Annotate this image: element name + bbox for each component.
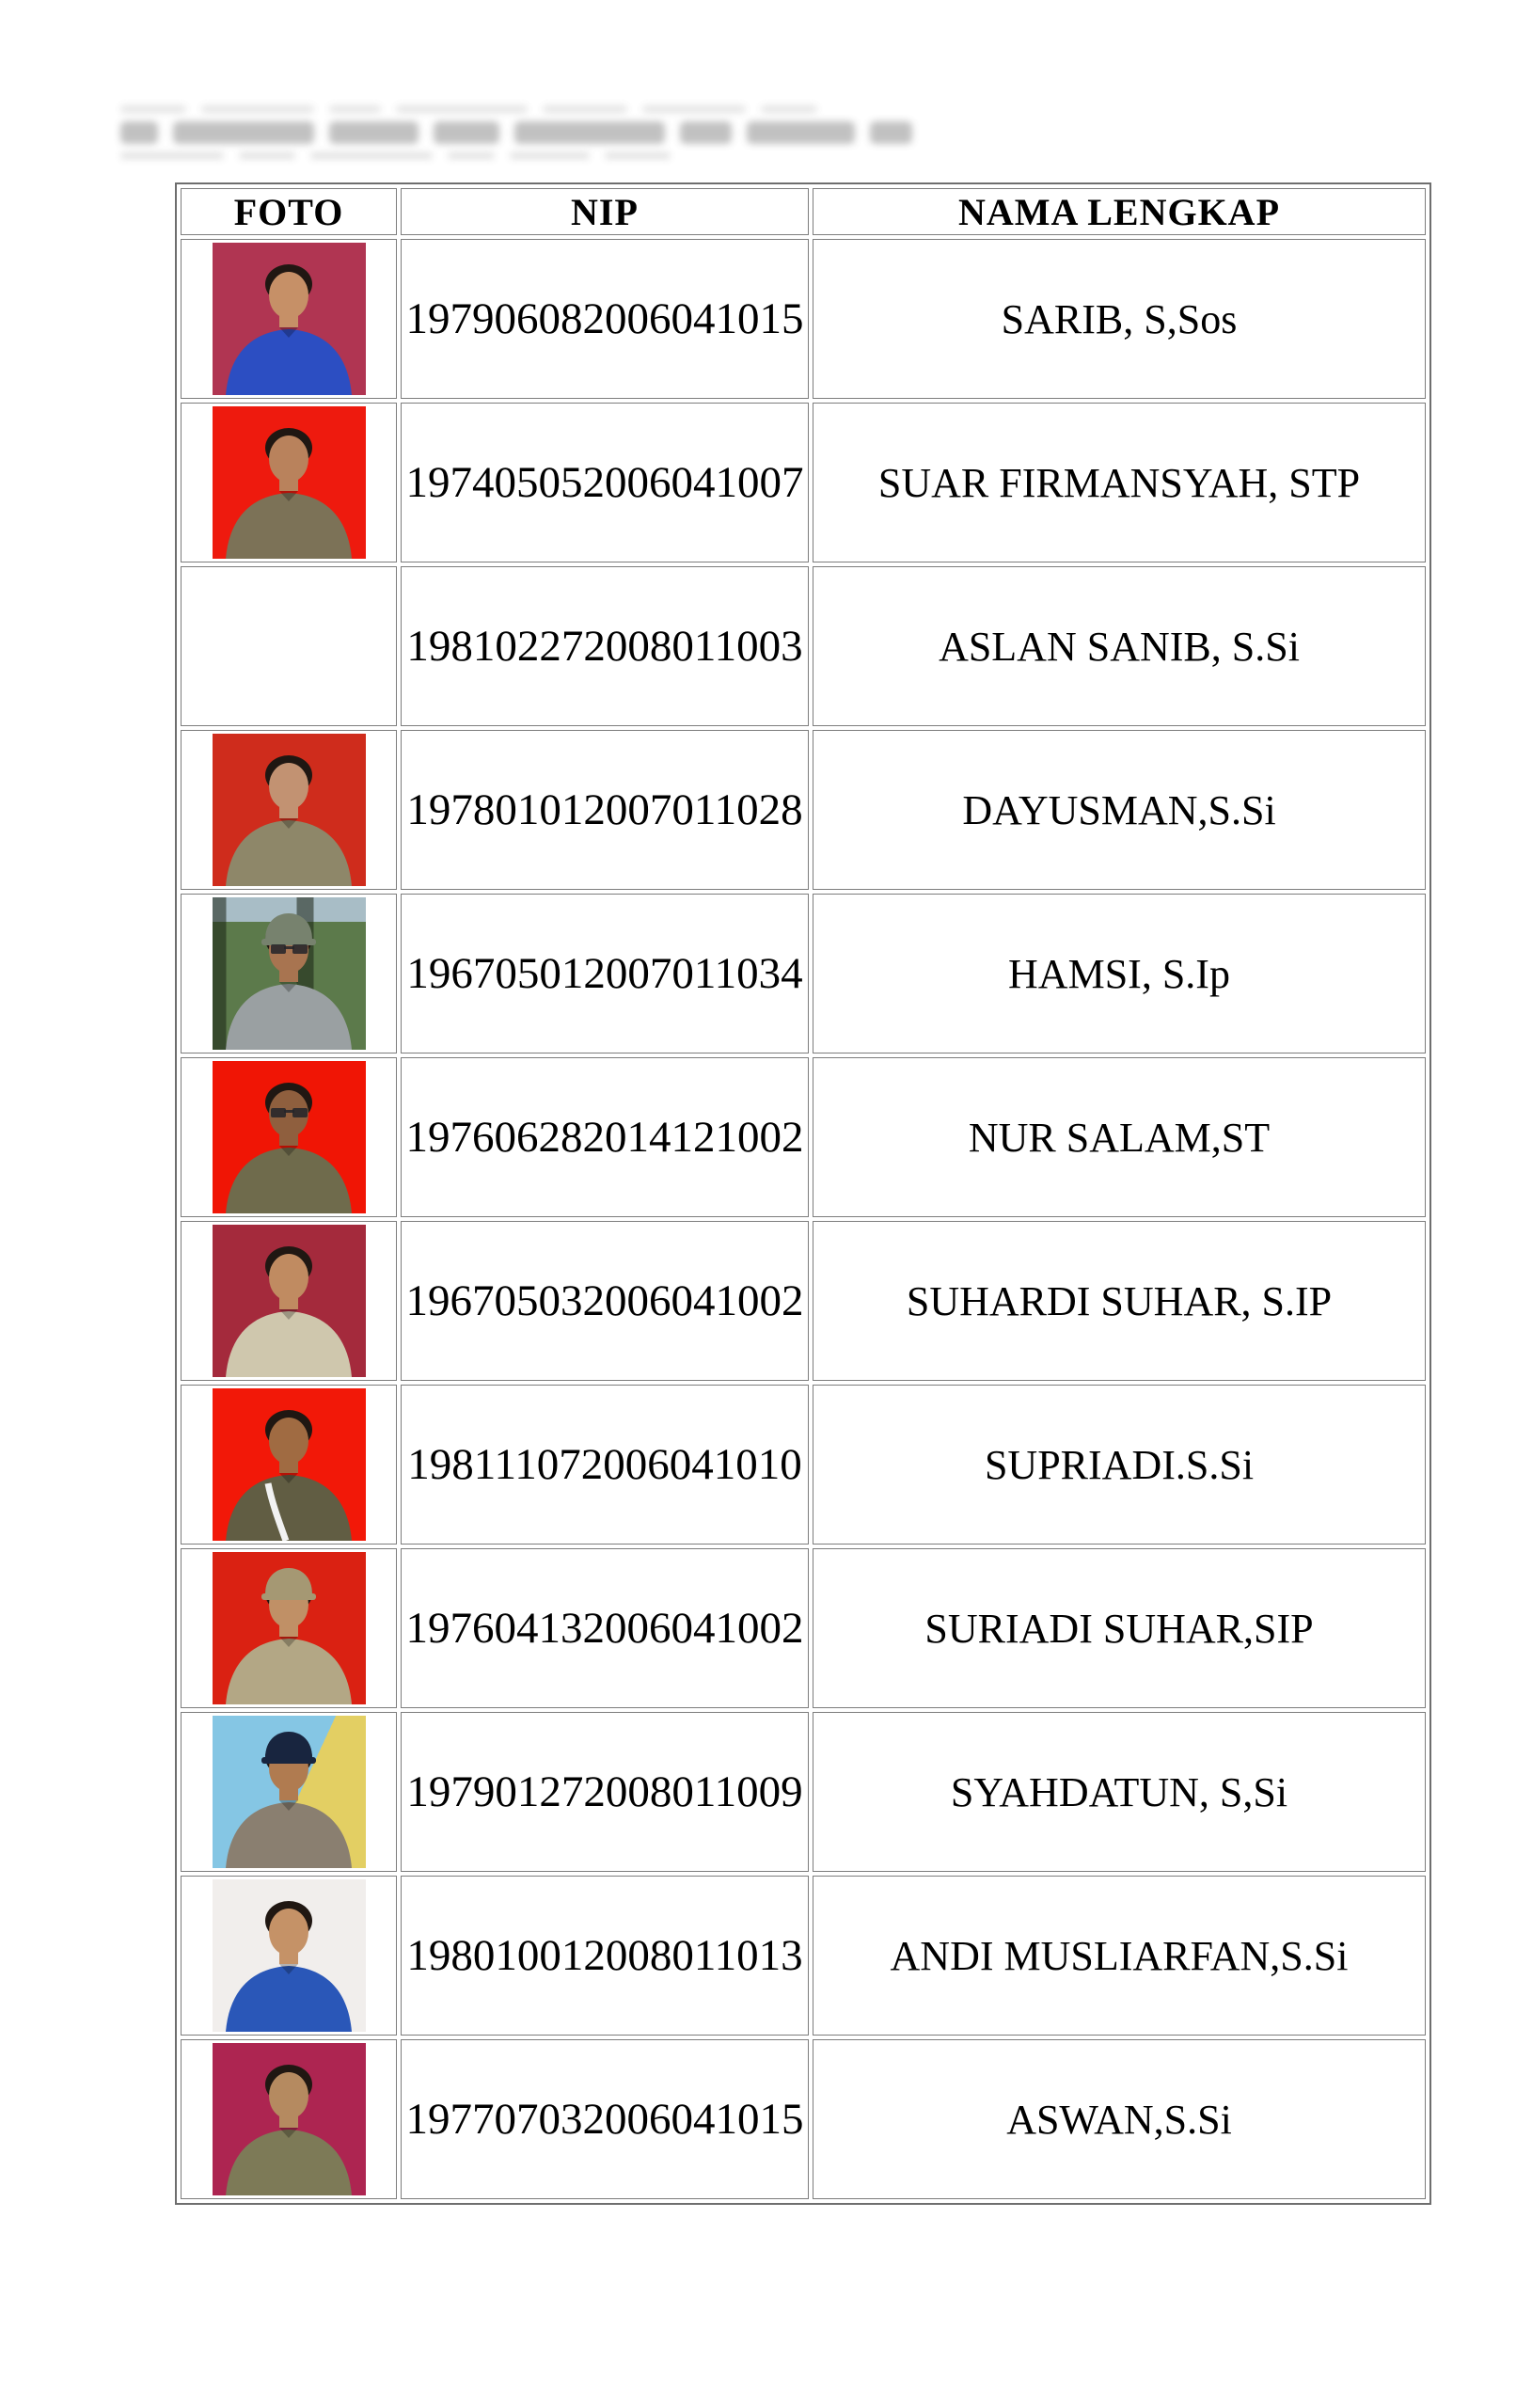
nip-value: 196705032006041002 [405,1276,804,1325]
table-row [181,1385,1426,1545]
person-silhouette [213,2043,366,2195]
photo-cell [181,239,397,399]
photo-cell [181,566,397,726]
table-row [181,730,1426,890]
nip-cell [401,1548,809,1708]
nip-value: 197606282014121002 [405,1113,804,1162]
table-body [181,239,1426,2199]
personnel-photo [213,1225,366,1377]
full-name: HAMSI, S.Ip [1008,950,1230,997]
full-name: SUPRIADI.S.Si [984,1441,1255,1488]
table-row [181,1876,1426,2036]
nip-value: 197604132006041002 [405,1604,804,1653]
personnel-table [175,182,1431,2205]
photo-cell [181,1057,397,1217]
personnel-photo [213,734,366,886]
name-cell [813,1548,1426,1708]
full-name: SUAR FIRMANSYAH, STP [877,459,1361,506]
full-name: NUR SALAM,ST [968,1114,1271,1161]
name-cell [813,1876,1426,2036]
name-cell [813,403,1426,562]
nip-value: 198010012008011013 [406,1931,803,1980]
person-silhouette [213,1061,366,1213]
nip-value: 197707032006041015 [405,2095,804,2144]
personnel-photo [213,897,366,1050]
name-cell [813,566,1426,726]
nip-value: 197801012007011028 [406,785,803,834]
nip-cell [401,1712,809,1872]
photo-cell [181,403,397,562]
nip-cell [401,730,809,890]
name-cell [813,730,1426,890]
person-silhouette [213,243,366,395]
nip-cell [401,2039,809,2199]
personnel-photo [213,1552,366,1704]
photo-cell [181,730,397,890]
full-name: DAYUSMAN,S.Si [962,786,1276,833]
nip-value: 198102272008011003 [406,622,803,671]
nip-value: 197901272008011009 [406,1767,803,1816]
table-row [181,1221,1426,1381]
nip-cell [401,1385,809,1545]
nip-cell [401,239,809,399]
person-silhouette [213,1388,366,1541]
photo-cell [181,1221,397,1381]
column-header-foto: FOTO [181,188,397,235]
table-row [181,1712,1426,1872]
nip-cell [401,403,809,562]
person-silhouette [213,1716,366,1868]
personnel-photo [213,1061,366,1213]
nip-cell [401,566,809,726]
full-name: SURIADI SUHAR,SIP [924,1605,1314,1652]
table-row [181,566,1426,726]
personnel-photo [213,406,366,559]
full-name: SUHARDI SUHAR, S.IP [906,1277,1333,1324]
header-row [181,188,1426,235]
table-row [181,1057,1426,1217]
ghost-line [120,152,957,159]
ghost-text-artifact [120,105,957,184]
name-cell [813,1385,1426,1545]
table-header [181,188,1426,235]
column-header-nama-lengkap: NAMA LENGKAP [813,188,1426,235]
personnel-photo [213,2043,366,2195]
full-name: ASLAN SANIB, S.Si [939,623,1300,670]
ghost-line [120,121,957,144]
name-cell [813,239,1426,399]
nip-value: 196705012007011034 [406,949,803,998]
nip-cell [401,1221,809,1381]
table-row [181,239,1426,399]
name-cell [813,894,1426,1054]
name-cell [813,1712,1426,1872]
full-name: SYAHDATUN, S,Si [950,1768,1288,1815]
photo-cell [181,894,397,1054]
person-silhouette [213,406,366,559]
person-silhouette [213,1879,366,2032]
nip-value: 197906082006041015 [405,294,804,343]
person-silhouette [213,734,366,886]
nip-cell [401,894,809,1054]
photo-cell [181,1548,397,1708]
person-silhouette [213,897,366,1050]
nip-value: 198111072006041010 [407,1440,802,1489]
table-row [181,894,1426,1054]
personnel-photo [213,1716,366,1868]
personnel-photo [213,1879,366,2032]
full-name: SARIB, S,Sos [1001,295,1238,342]
ghost-line [120,105,957,113]
full-name: ASWAN,S.Si [1006,2096,1232,2143]
full-name: ANDI MUSLIARFAN,S.Si [890,1932,1349,1979]
table-row [181,2039,1426,2199]
person-silhouette [213,1225,366,1377]
photo-cell [181,1876,397,2036]
nip-cell [401,1057,809,1217]
personnel-photo [213,243,366,395]
nip-cell [401,1876,809,2036]
nip-value: 197405052006041007 [405,458,804,507]
name-cell [813,1221,1426,1381]
name-cell [813,1057,1426,1217]
personnel-photo [213,1388,366,1541]
table-row [181,1548,1426,1708]
person-silhouette [213,1552,366,1704]
table-row [181,403,1426,562]
column-header-nip: NIP [401,188,809,235]
photo-cell [181,1712,397,1872]
photo-cell [181,2039,397,2199]
name-cell [813,2039,1426,2199]
photo-cell [181,1385,397,1545]
